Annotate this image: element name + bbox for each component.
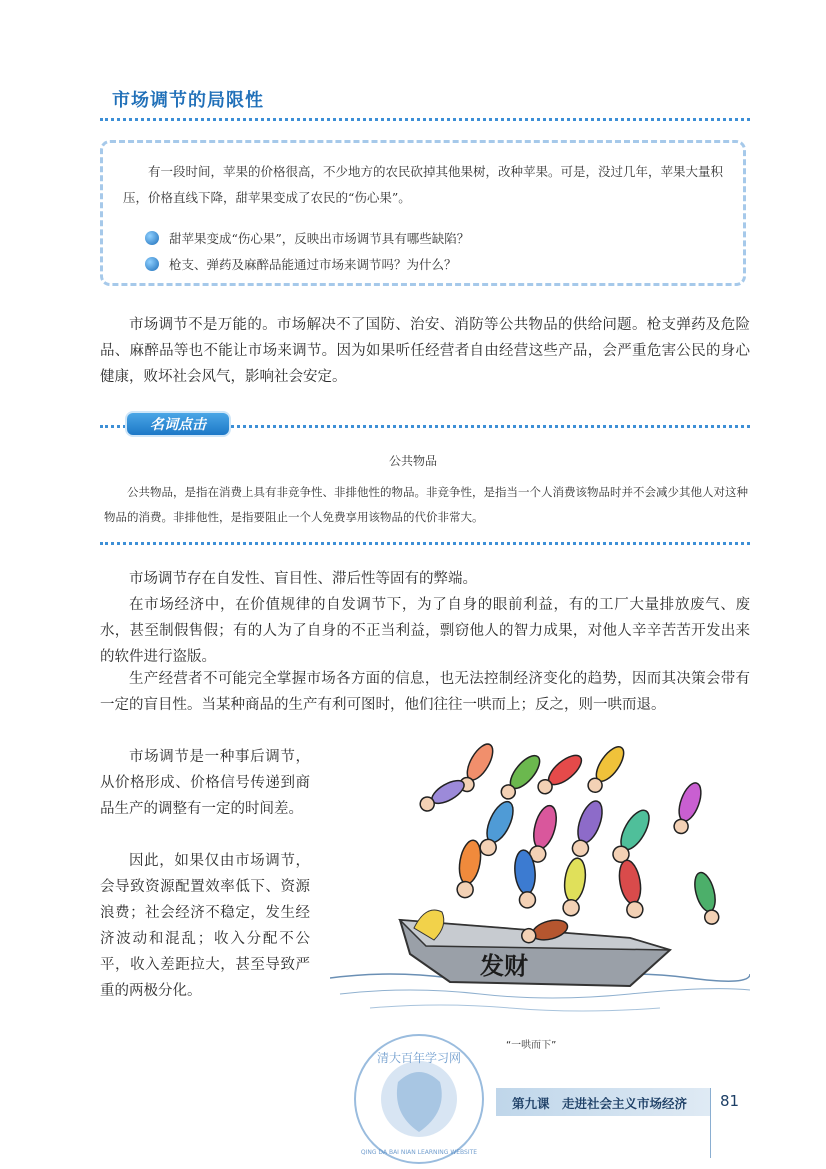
body-paragraph: 市场调节是一种事后调节，从价格形成、价格信号传递到商品生产的调整有一定的时间差。 [100, 749, 310, 817]
body-paragraph: 生产经营者不可能完全掌握市场各方面的信息，也无法控制经济变化的趋势，因而其决策会带有一定的盲目性。当某种商品的生产有利可图时，他们往往一哄而上；反之，则一哄而退。 [100, 671, 750, 713]
illustration-caption: “一哄而下” [506, 1040, 557, 1051]
case-box [100, 140, 746, 286]
body-paragraph: 市场调节存在自发性、盲目性、滞后性等固有的弊端。 [129, 571, 477, 587]
svg-text:QING DA BAI NIAN LEARNING WEBS: QING DA BAI NIAN LEARNING WEBSITE [360, 1149, 478, 1156]
question-item [145, 229, 469, 247]
term-badge: 名词点击 [125, 411, 231, 437]
section-title: 市场调节的局限性 [112, 90, 264, 111]
footer-lesson-label: 第九课 走进社会主义市场经济 [512, 1096, 688, 1111]
term-divider-bottom [100, 542, 750, 545]
term-title: 公共物品 [388, 454, 437, 468]
cartoon-illustration [330, 742, 750, 1024]
page-number: 81 [720, 1092, 740, 1110]
question-text: 枪支、弹药及麻醉品能通过市场来调节吗？为什么？ [169, 257, 457, 272]
boat-label: 发财 [480, 952, 528, 980]
section-divider [100, 118, 750, 121]
body-paragraph: 市场调节不是万能的。市场解决不了国防、治安、消防等公共物品的供给问题。枪支弹药及危险品、麻醉品等也不能让市场来调节。因为如果听任经营者自由经营这些产品，会严重危害公民的身心健康，败坏社会风气，影响社会安定。 [100, 317, 750, 385]
body-paragraph: 因此，如果仅由市场调节，会导致资源配置效率低下、资源浪费；社会经济不稳定，发生经济波动和混乱；收入分配不公平，收入差距拉大，甚至导致严重的两极分化。 [100, 853, 310, 999]
question-bullet-icon [145, 231, 159, 245]
body-paragraph: 在市场经济中，在价值规律的自发调节下，为了自身的眼前利益，有的工厂大量排放废气、废水，甚至制假售假；有的人为了自身的不正当利益，剽窃他人的智力成果，对他人辛辛苦苦开发出来的软件进行盗版。 [100, 597, 750, 665]
case-text: 有一段时间，苹果的价格很高，不少地方的农民砍掉其他果树，改种苹果。可是，没过几年，苹果大量积压，价格直线下降，甜苹果变成了农民的“伤心果”。 [123, 164, 724, 205]
question-bullet-icon [145, 257, 159, 271]
question-item [145, 255, 457, 273]
svg-text:清大百年学习网: 清大百年学习网 [376, 1051, 462, 1065]
question-text: 甜苹果变成“伤心果”，反映出市场调节具有哪些缺陷？ [169, 231, 470, 246]
watermark-seal [352, 1032, 486, 1166]
footer-divider [710, 1088, 711, 1158]
term-text: 公共物品，是指在消费上具有非竞争性、非排他性的物品。非竞争性，是指当一个人消费该物品时并不会减少其他人对这种物品的消费。非排他性，是指要阻止一个人免费享用该物品的代价非常大。 [104, 485, 748, 524]
